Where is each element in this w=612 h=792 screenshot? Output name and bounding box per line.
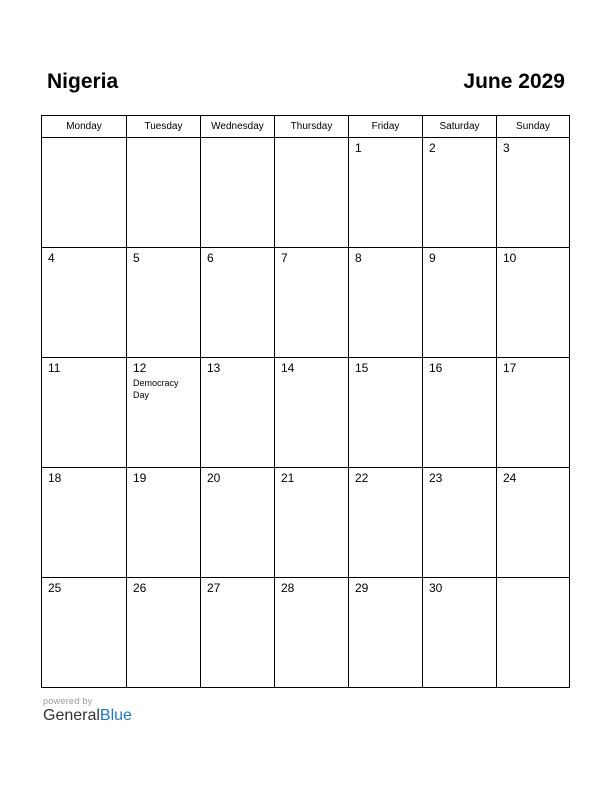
day-cell — [349, 138, 423, 247]
day-number: 5 — [133, 251, 140, 265]
weekday-monday: Monday — [42, 116, 127, 137]
day-number: 9 — [429, 251, 436, 265]
week-row — [42, 468, 569, 578]
day-cell — [349, 578, 423, 688]
day-cell — [275, 578, 349, 688]
day-cell — [275, 248, 349, 357]
day-cell — [423, 358, 497, 467]
day-cell — [423, 578, 497, 688]
day-cell — [349, 358, 423, 467]
month-title: June 2029 — [463, 70, 565, 93]
weekday-wednesday: Wednesday — [201, 116, 275, 137]
day-number: 21 — [281, 471, 295, 485]
day-cell — [127, 248, 201, 357]
day-cell — [275, 138, 349, 247]
day-cell — [423, 248, 497, 357]
weekday-sunday: Sunday — [516, 121, 550, 132]
calendar-grid — [41, 115, 570, 688]
day-number: 1 — [355, 141, 362, 155]
week-row — [42, 358, 569, 468]
day-cell — [42, 138, 127, 247]
brand-logo — [43, 707, 132, 725]
week-row — [42, 138, 569, 248]
day-cell — [349, 468, 423, 577]
day-number: 26 — [133, 581, 147, 595]
day-number: 16 — [429, 361, 443, 375]
day-cell — [497, 248, 569, 357]
day-cell — [127, 578, 201, 688]
day-number: 2 — [429, 141, 436, 155]
day-number: 6 — [207, 251, 214, 265]
day-number: 15 — [355, 361, 369, 375]
weekday-saturday: Saturday — [423, 116, 497, 137]
country-title: Nigeria — [47, 70, 119, 93]
day-number: 13 — [207, 361, 221, 375]
brand-name-part2: Blue — [99, 707, 132, 724]
day-cell — [275, 358, 349, 467]
day-number: 25 — [48, 581, 62, 595]
weeks-container — [42, 138, 569, 688]
day-number: 20 — [207, 471, 221, 485]
day-number: 19 — [133, 471, 147, 485]
day-number: 29 — [355, 581, 369, 595]
day-number: 22 — [355, 471, 369, 485]
weekday-tuesday: Tuesday — [127, 116, 201, 137]
day-number: 10 — [503, 251, 517, 265]
day-cell — [201, 248, 275, 357]
day-number: 3 — [503, 141, 510, 155]
week-row — [42, 578, 569, 688]
day-number: 30 — [429, 581, 443, 595]
day-cell — [42, 358, 127, 467]
day-number: 24 — [503, 471, 517, 485]
day-cell — [497, 358, 569, 467]
day-cell — [497, 468, 569, 577]
day-number: 7 — [281, 251, 288, 265]
powered-by-text: powered by — [43, 696, 93, 706]
weekday-thursday: Thursday — [275, 116, 349, 137]
day-cell — [497, 578, 569, 688]
day-cell — [349, 248, 423, 357]
day-cell — [127, 358, 201, 467]
weekday-friday: Friday — [349, 116, 423, 137]
day-cell — [275, 468, 349, 577]
day-number: 23 — [429, 471, 443, 485]
day-cell — [423, 468, 497, 577]
holiday-label: Democracy Day — [133, 378, 179, 400]
day-number: 17 — [503, 361, 517, 375]
day-cell — [127, 468, 201, 577]
day-cell — [423, 138, 497, 247]
day-cell — [201, 138, 275, 247]
day-cell — [201, 358, 275, 467]
day-number: 14 — [281, 361, 295, 375]
day-cell — [201, 578, 275, 688]
day-number: 11 — [48, 361, 61, 375]
brand-name-part1: General — [43, 707, 100, 724]
day-cell — [42, 468, 127, 577]
day-cell — [42, 578, 127, 688]
day-cell — [201, 468, 275, 577]
day-number: 27 — [207, 581, 221, 595]
day-number: 8 — [355, 251, 362, 265]
day-cell — [127, 138, 201, 247]
day-number: 4 — [48, 251, 55, 265]
day-number: 28 — [281, 581, 295, 595]
day-cell — [42, 248, 127, 357]
footer-branding — [43, 696, 132, 725]
day-cell — [497, 138, 569, 247]
day-number: 12 — [133, 361, 147, 375]
day-number: 18 — [48, 471, 62, 485]
weekday-header-row — [42, 116, 569, 138]
week-row — [42, 248, 569, 358]
